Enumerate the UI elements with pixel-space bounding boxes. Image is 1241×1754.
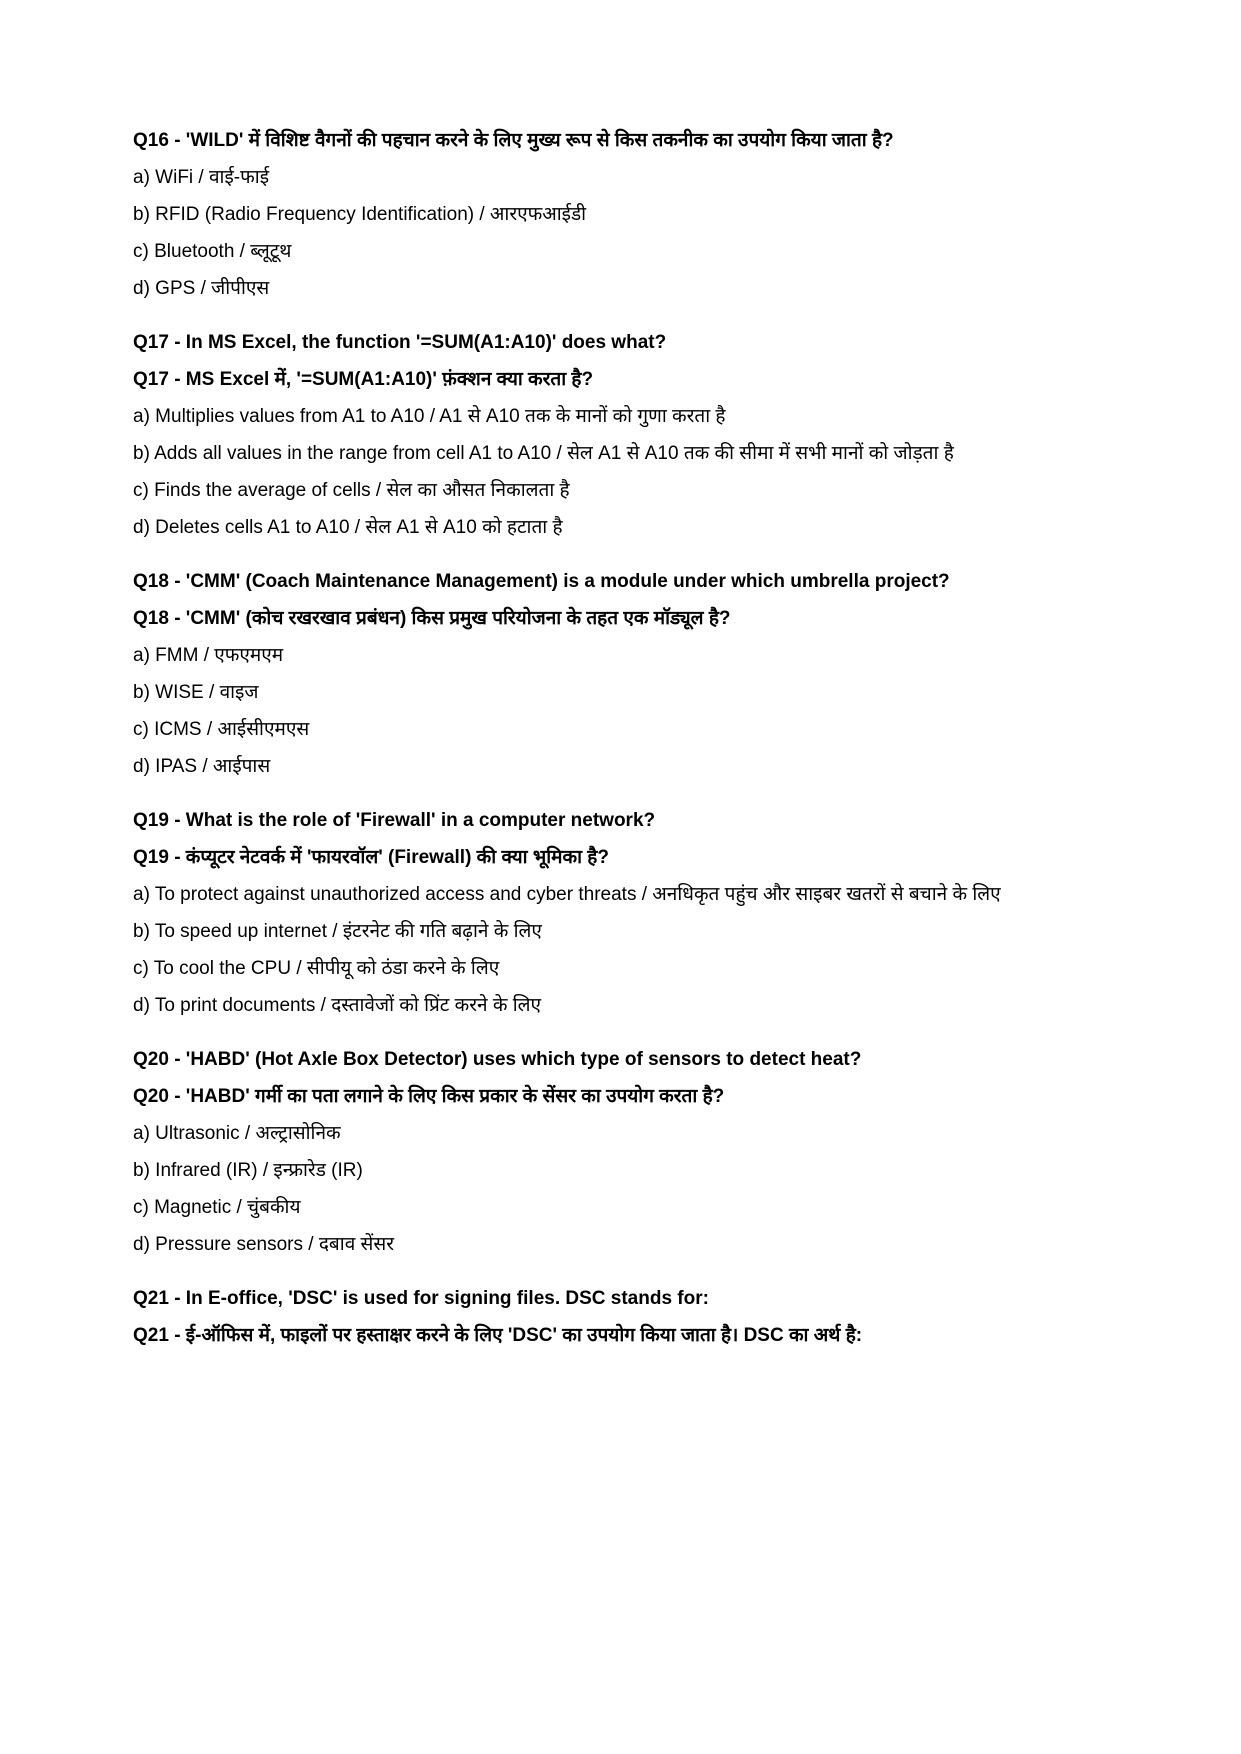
question-heading-en: Q21 - In E-office, 'DSC' is used for signing files. DSC stands for:	[133, 1288, 709, 1309]
option-a: a) Ultrasonic / अल्ट्रासोनिक	[133, 1123, 341, 1144]
option-d: d) Deletes cells A1 to A10 / सेल A1 से A10 को हटाता है	[133, 517, 563, 538]
question-heading-hi: Q20 - 'HABD' गर्मी का पता लगाने के लिए किस प्रकार के सेंसर का उपयोग करता है?	[133, 1086, 725, 1107]
option-b: b) RFID (Radio Frequency Identification) / आरएफआईडी	[133, 204, 587, 225]
option-a: a) To protect against unauthorized access and cyber threats / अनधिकृत पहुंच और साइबर खतरों से बचाने के लिए	[133, 884, 1001, 905]
question-heading-en: Q19 - What is the role of 'Firewall' in a computer network?	[133, 810, 656, 831]
option-a: a) FMM / एफएमएम	[133, 645, 284, 666]
question-q16	[133, 122, 1110, 307]
option-d: d) IPAS / आईपास	[133, 756, 271, 777]
option-b: b) WISE / वाइज	[133, 682, 259, 703]
option-c: c) To cool the CPU / सीपीयू को ठंडा करने के लिए	[133, 958, 500, 979]
question-heading-hi: Q21 - ई-ऑफिस में, फाइलों पर हस्ताक्षर करने के लिए 'DSC' का उपयोग किया जाता है। DSC का अर्थ है:	[133, 1325, 863, 1346]
question-q20	[133, 1041, 1110, 1263]
option-d: d) To print documents / दस्तावेजों को प्रिंट करने के लिए	[133, 995, 542, 1016]
option-b: b) To speed up internet / इंटरनेट की गति बढ़ाने के लिए	[133, 921, 542, 942]
option-a: a) Multiplies values from A1 to A10 / A1 से A10 तक के मानों को गुणा करता है	[133, 406, 726, 427]
question-heading-en: Q20 - 'HABD' (Hot Axle Box Detector) uses which type of sensors to detect heat?	[133, 1049, 862, 1070]
option-c: c) ICMS / आईसीएमएस	[133, 719, 310, 740]
question-q18	[133, 563, 1110, 785]
question-q21	[133, 1280, 1110, 1354]
option-c: c) Magnetic / चुंबकीय	[133, 1197, 301, 1218]
question-heading-hi: Q16 - 'WILD' में विशिष्ट वैगनों की पहचान करने के लिए मुख्य रूप से किस तकनीक का उपयोग किया जाता है?	[133, 130, 894, 151]
option-d: d) Pressure sensors / दबाव सेंसर	[133, 1234, 395, 1255]
option-d: d) GPS / जीपीएस	[133, 278, 270, 299]
option-b: b) Infrared (IR) / इन्फ्रारेड (IR)	[133, 1160, 363, 1181]
question-q19	[133, 802, 1110, 1024]
question-heading-en: Q18 - 'CMM' (Coach Maintenance Management) is a module under which umbrella project?	[133, 571, 950, 592]
question-heading-hi: Q18 - 'CMM' (कोच रखरखाव प्रबंधन) किस प्रमुख परियोजना के तहत एक मॉड्यूल है?	[133, 608, 731, 629]
question-heading-hi: Q17 - MS Excel में, '=SUM(A1:A10)' फ़ंक्शन क्या करता है?	[133, 369, 594, 390]
option-b: b) Adds all values in the range from cell A1 to A10 / सेल A1 से A10 तक की सीमा में सभी मानों को जोड़ता है	[133, 443, 954, 464]
option-c: c) Bluetooth / ब्लूटूथ	[133, 241, 292, 262]
option-a: a) WiFi / वाई-फाई	[133, 167, 270, 188]
option-c: c) Finds the average of cells / सेल का औसत निकालता है	[133, 480, 570, 501]
question-q17	[133, 324, 1110, 546]
question-heading-hi: Q19 - कंप्यूटर नेटवर्क में 'फायरवॉल' (Firewall) की क्या भूमिका है?	[133, 847, 609, 868]
question-heading-en: Q17 - In MS Excel, the function '=SUM(A1:A10)' does what?	[133, 332, 667, 353]
